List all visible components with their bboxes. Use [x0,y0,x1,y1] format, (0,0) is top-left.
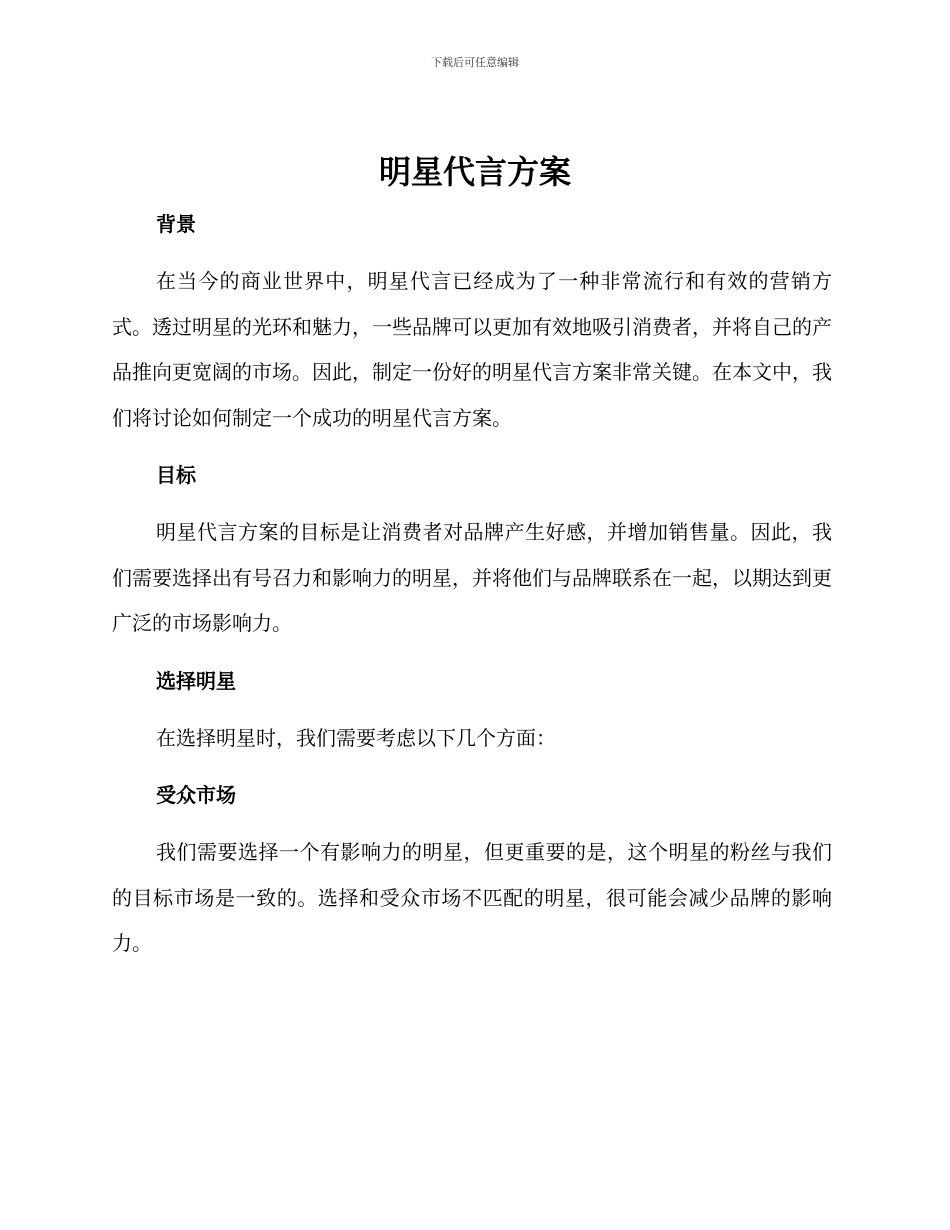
section-audience-market [112,777,832,967]
section-paragraph: 明星代言方案的目标是让消费者对品牌产生好感，并增加销售量。因此，我们需要选择出有号召力和影响力的明星，并将他们与品牌联系在一起，以期达到更广泛的市场影响力。 [112,520,832,635]
section-background [112,206,832,441]
page-header-note: 下载后可任意编辑 [431,56,519,69]
section-goal [112,457,832,647]
section-heading: 选择明星 [156,668,236,693]
section-paragraph: 我们需要选择一个有影响力的明星，但更重要的是，这个明星的粉丝与我们的目标市场是一致的。选择和受众市场不匹配的明星，很可能会减少品牌的影响力。 [112,840,832,955]
section-heading: 受众市场 [156,783,236,807]
document-title: 明星代言方案 [378,153,571,191]
section-choose-star [112,663,832,762]
section-paragraph: 在当今的商业世界中，明星代言已经成为了一种非常流行和有效的营销方式。透过明星的光环和魅力，一些品牌可以更加有效地吸引消费者，并将自己的产品推向更宽阔的市场。因此，制定一份好的明星代言方案非常关键。在本文中，我们将讨论如何制定一个成功的明星代言方案。 [112,269,832,430]
document-body [112,206,832,967]
section-paragraph: 在选择明星时，我们需要考虑以下几个方面： [156,725,556,750]
section-heading: 背景 [156,212,196,236]
section-heading: 目标 [156,463,196,487]
